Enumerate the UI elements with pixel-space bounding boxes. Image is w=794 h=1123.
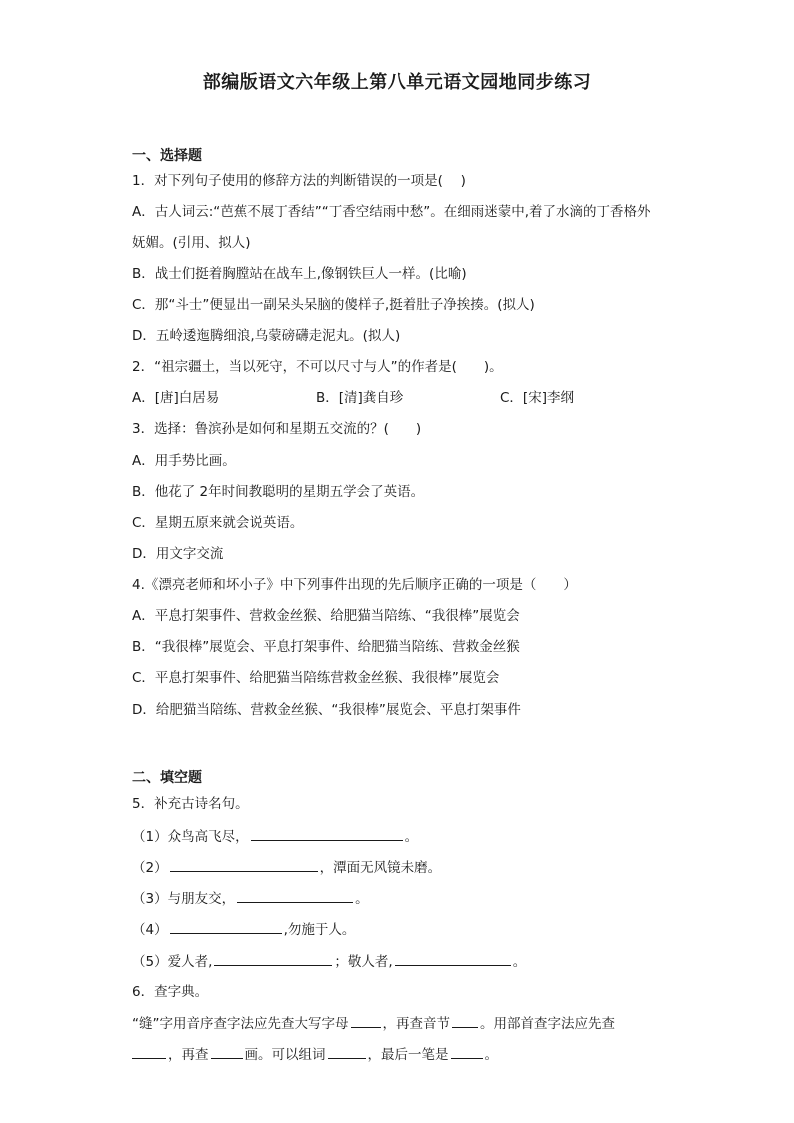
q6-line2-part-c: ，最后一笔是: [367, 1047, 449, 1063]
q5-stem: 5．补充古诗名句。: [132, 796, 249, 812]
q6-blank-strokes[interactable]: [211, 1044, 243, 1059]
q6-line2: [132, 1044, 498, 1065]
q5-line3-suffix: 。: [355, 891, 369, 907]
q2-option-a: A．[唐]白居易: [132, 390, 220, 406]
q5-line3: [132, 888, 369, 909]
q6-line1-part-b: ，再查音节: [382, 1016, 450, 1032]
q5-blank5[interactable]: [214, 951, 332, 966]
q5-blank6[interactable]: [395, 951, 511, 966]
q5-line1-suffix: 。: [404, 829, 419, 845]
q4-option-c: C．平息打架事件、给肥猫当陪练营救金丝猴、我很棒”展览会: [132, 670, 500, 686]
q5-blank3[interactable]: [237, 888, 353, 903]
q5-line5: [132, 951, 526, 972]
q6-blank-letter[interactable]: [351, 1013, 381, 1028]
q5-line5-prefix: （5）爱人者,: [132, 954, 213, 970]
q1-option-c: C．那“斗士”便显出一副呆头呆脑的傻样子,挺着肚子净挨揍。(拟人): [132, 297, 535, 313]
section-heading-fill: 二、填空题: [132, 770, 202, 786]
q4-option-b: B．“我很棒”展览会、平息打架事件、给肥猫当陪练、营救金丝猴: [132, 639, 520, 655]
q5-line4-suffix: ,勿施于人。: [283, 922, 356, 938]
page-title: 部编版语文六年级上第八单元语文园地同步练习: [202, 72, 592, 93]
q1-option-a-line1: A．古人词云:“芭蕉不展丁香结”“丁香空结雨中愁”。在细雨迷蒙中,着了水滴的丁香格外: [132, 204, 651, 220]
q3-option-b: B．他花了 2年时间教聪明的星期五学会了英语。: [132, 484, 425, 500]
q2-options: [132, 388, 732, 408]
q5-blank4[interactable]: [170, 919, 282, 934]
q3-option-c: C．星期五原来就会说英语。: [132, 515, 304, 531]
q6-blank-last-stroke[interactable]: [451, 1044, 483, 1059]
q1-option-b: B．战士们挺着胸膛站在战车上,像钢铁巨人一样。(比喻): [132, 266, 467, 282]
q4-stem: 4.《漂亮老师和坏小子》中下列事件出现的先后顺序正确的一项是（ ）: [132, 577, 577, 593]
section-heading-choice: 一、选择题: [132, 148, 202, 164]
q5-line3-prefix: （3）与朋友交，: [132, 891, 236, 907]
q6-blank-syllable[interactable]: [452, 1013, 478, 1028]
q6-stem: 6．查字典。: [132, 984, 209, 1000]
q4-option-d: D．给肥猫当陪练、营救金丝猴、“我很棒”展览会、平息打架事件: [132, 702, 521, 718]
q6-blank-word[interactable]: [328, 1044, 366, 1059]
q5-line2-prefix: （2）: [132, 860, 168, 876]
q6-line2-part-a: ，再查: [168, 1047, 209, 1063]
q5-line1-prefix: （1）众鸟高飞尽，: [132, 829, 249, 845]
q5-line2: [132, 857, 441, 878]
q5-line4-prefix: （4）: [132, 922, 168, 938]
q6-line1-part-c: 。用部首查字法应先查: [480, 1016, 615, 1032]
q2-option-b: B．[清]龚自珍: [316, 390, 404, 406]
q6-blank-radical[interactable]: [132, 1044, 166, 1059]
q5-line5-suffix: 。: [512, 954, 527, 970]
q1-stem: 1．对下列句子使用的修辞方法的判断错误的一项是( ): [132, 173, 466, 189]
q4-option-a: A．平息打架事件、营救金丝猴、给肥猫当陪练、“我很棒”展览会: [132, 608, 520, 624]
q3-stem: 3．选择：鲁滨孙是如何和星期五交流的？( ): [132, 421, 422, 437]
q6-line1: [132, 1013, 615, 1034]
q5-line5-middle: ；敬人者,: [334, 954, 393, 970]
q5-blank2[interactable]: [170, 857, 318, 872]
q2-option-c: C．[宋]李纲: [500, 390, 574, 406]
q2-stem: 2．“祖宗疆土，当以死守，不可以尺寸与人”的作者是( )。: [132, 359, 503, 375]
q6-line1-part-a: “缝”字用音序查字法应先查大写字母: [132, 1016, 349, 1032]
q5-line4: [132, 919, 355, 940]
q3-option-a: A．用手势比画。: [132, 453, 236, 469]
q1-option-d: D．五岭逶迤腾细浪,乌蒙磅礴走泥丸。(拟人): [132, 328, 401, 344]
q5-line2-suffix: ，潭面无风镜未磨。: [319, 860, 442, 876]
q6-line2-part-b: 画。可以组词: [244, 1047, 326, 1063]
q5-blank1[interactable]: [251, 826, 403, 841]
q6-line2-part-d: 。: [484, 1047, 498, 1063]
q5-line1: [132, 826, 418, 847]
q3-option-d: D．用文字交流: [132, 546, 224, 562]
q1-option-a-line2: 妩媚。(引用、拟人): [132, 235, 251, 251]
